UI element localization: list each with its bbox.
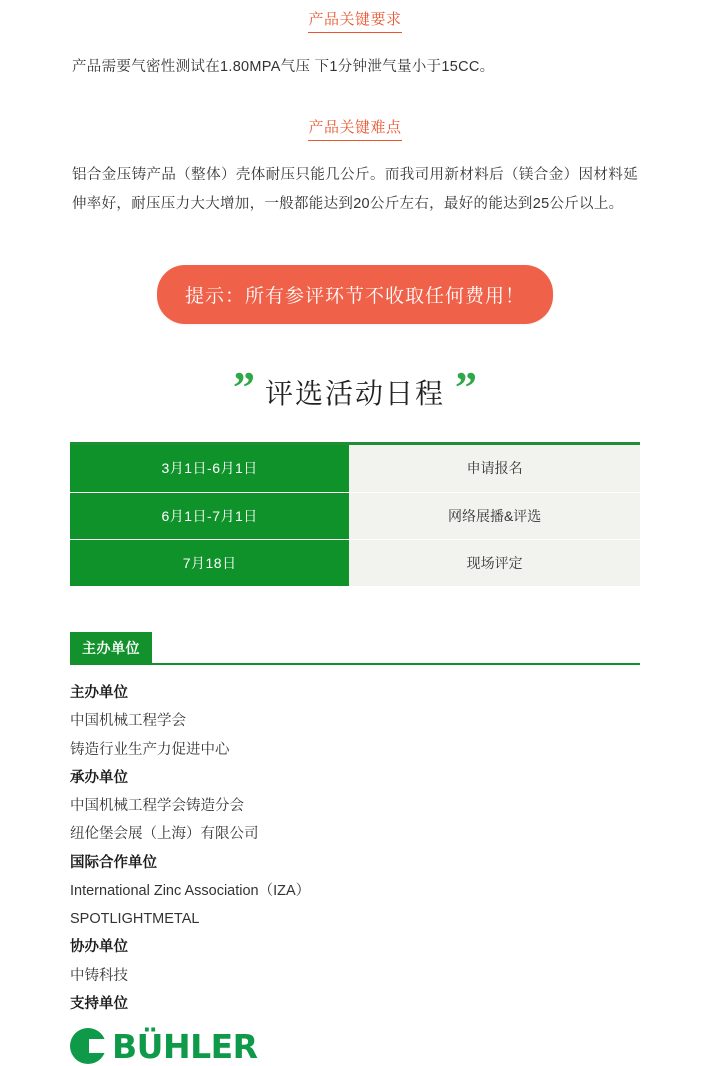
notice-banner-wrap bbox=[0, 265, 710, 324]
organizers-section bbox=[70, 632, 640, 1018]
buhler-wordmark: BÜHLER bbox=[112, 1026, 258, 1066]
organizer-item: 纽伦堡会展（上海）有限公司 bbox=[70, 826, 259, 843]
schedule-table bbox=[70, 445, 640, 586]
organizer-item: 中铸科技 bbox=[70, 967, 128, 984]
quote-left-icon: ” bbox=[232, 362, 255, 412]
organizer-item: International Zinc Association（IZA） bbox=[70, 882, 311, 899]
section-heading-requirements bbox=[0, 0, 710, 35]
organizer-group-label: 承办单位 bbox=[70, 769, 128, 786]
sponsor-logo-wrap bbox=[70, 1028, 710, 1064]
buhler-logo bbox=[70, 1028, 258, 1064]
quote-right-icon: ” bbox=[455, 362, 477, 412]
schedule-period: 3月1日-6月1日 bbox=[70, 445, 349, 492]
organizers-list bbox=[70, 679, 640, 1018]
organizer-group-label: 支持单位 bbox=[70, 995, 128, 1012]
schedule-table-wrap bbox=[70, 442, 640, 586]
organizer-item: SPOTLIGHTMETAL bbox=[70, 911, 200, 928]
schedule-title bbox=[0, 362, 710, 412]
organizer-group-label: 协办单位 bbox=[70, 939, 128, 956]
schedule-period: 7月18日 bbox=[70, 539, 349, 586]
section-heading-difficulties-text: 产品关键难点 bbox=[308, 116, 401, 141]
organizers-header bbox=[70, 632, 640, 665]
organizer-group-label: 主办单位 bbox=[70, 685, 128, 701]
requirements-paragraph: 产品需要气密性测试在1.80MPA气压 下1分钟泄气量小于15CC。 bbox=[72, 59, 495, 75]
buhler-circle-icon bbox=[70, 1028, 106, 1064]
table-row bbox=[70, 445, 640, 492]
schedule-activity: 申请报名 bbox=[349, 445, 640, 492]
notice-banner: 提示：所有参评环节不收取任何费用！ bbox=[157, 265, 553, 324]
section-heading-difficulties bbox=[0, 108, 710, 143]
table-row bbox=[70, 539, 640, 586]
schedule-period: 6月1日-7月1日 bbox=[70, 492, 349, 539]
schedule-activity: 现场评定 bbox=[349, 539, 640, 586]
organizers-badge: 主办单位 bbox=[70, 632, 152, 663]
organizer-group-label: 国际合作单位 bbox=[70, 854, 157, 871]
schedule-title-text: 评选活动日程 bbox=[264, 378, 445, 409]
organizer-item: 中国机械工程学会 bbox=[70, 713, 186, 730]
difficulties-paragraph: 铝合金压铸产品（整体）壳体耐压只能几公斤。而我司用新材料后（镁合金）因材料延伸率好，耐压压力大大增加，一般都能达到20公斤左右，最好的能达到25公斤以上。 bbox=[72, 167, 638, 212]
organizer-item: 中国机械工程学会铸造分会 bbox=[70, 798, 244, 815]
table-row bbox=[70, 492, 640, 539]
schedule-activity: 网络展播&评选 bbox=[349, 492, 640, 539]
section-heading-requirements-text: 产品关键要求 bbox=[308, 8, 401, 33]
organizer-item: 铸造行业生产力促进中心 bbox=[70, 741, 230, 758]
